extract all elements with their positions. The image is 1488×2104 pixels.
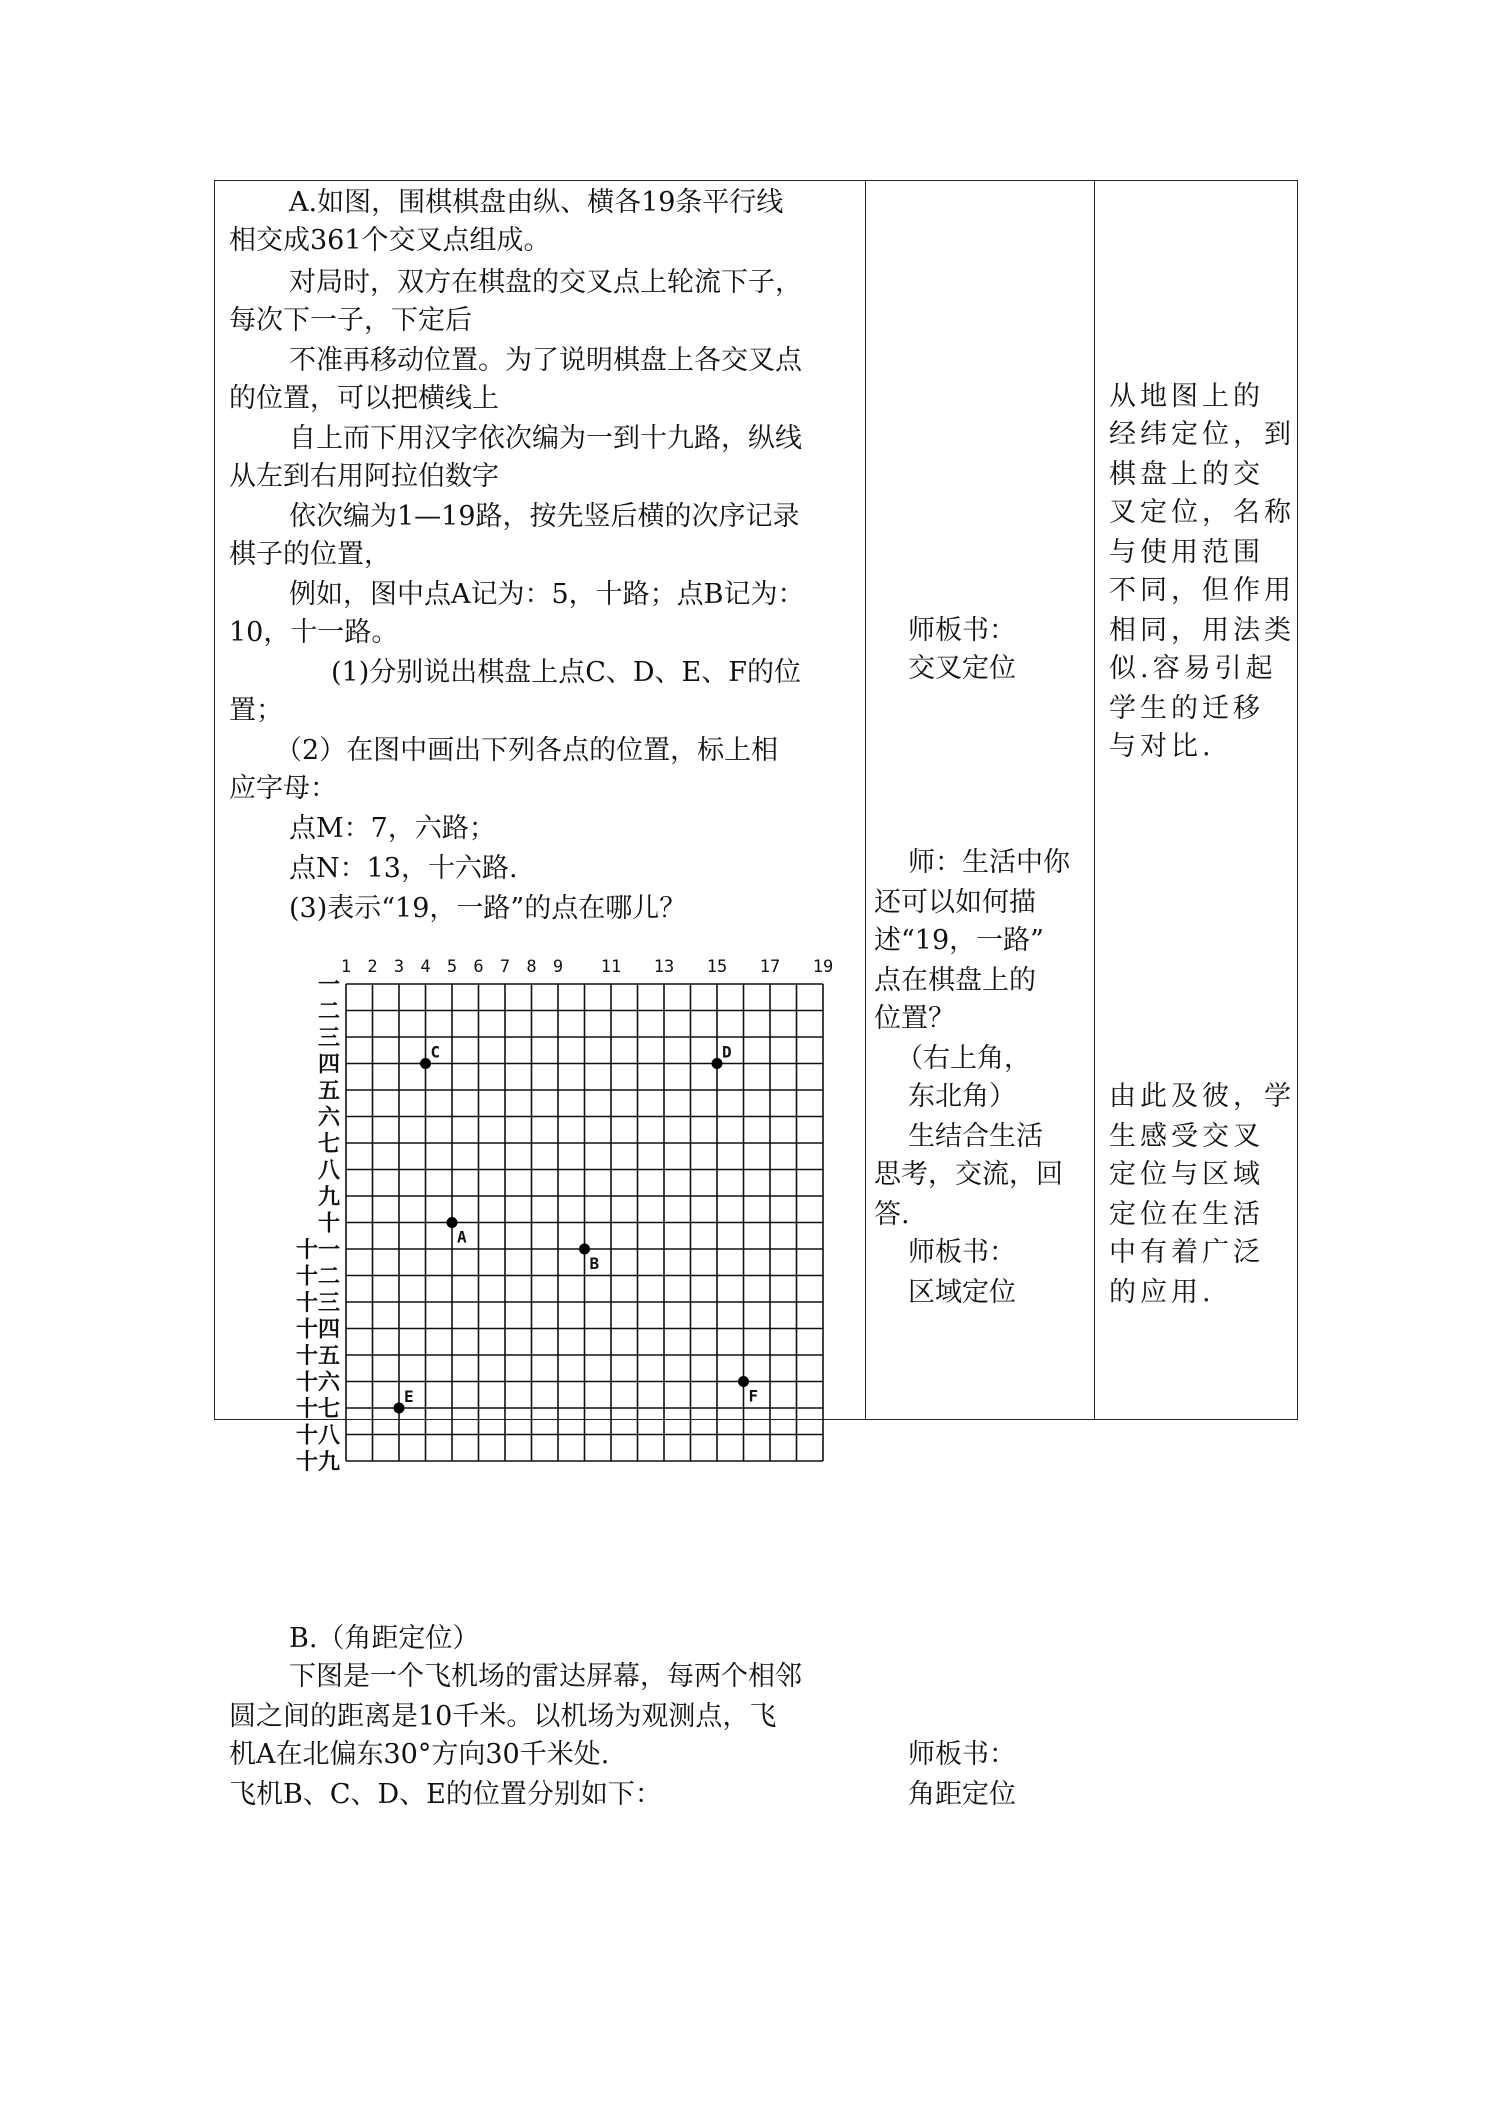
text-line: 不准再移动位置。为了说明棋盘上各交叉点	[289, 345, 802, 376]
row-number-label: 十九	[295, 1449, 340, 1475]
text-line: 答.	[874, 1199, 910, 1230]
text-line: 东北角）	[908, 1081, 1016, 1112]
text-line: 定位与区域	[1109, 1159, 1264, 1190]
column-number-label: 17	[759, 957, 781, 977]
text-line: A.如图，围棋棋盘由纵、横各19条平行线	[289, 187, 784, 218]
text-line: 由此及彼，学	[1109, 1081, 1295, 1112]
row-number-label: 一	[317, 972, 340, 998]
text-line: 应字母：	[229, 773, 337, 804]
text-line: 每次下一子，下定后	[229, 305, 472, 336]
text-line: 述“19，一路”	[874, 925, 1044, 956]
text-line: 相交成361个交叉点组成。	[229, 225, 551, 256]
column-number-label: 3	[393, 957, 405, 977]
text-line: 与使用范围	[1109, 537, 1264, 568]
row-number-label: 二	[317, 998, 340, 1025]
row-number-label: 八	[317, 1157, 340, 1184]
text-line: 例如，图中点A记为：5，十路；点B记为：	[289, 579, 805, 610]
go-board-figure	[290, 950, 850, 1510]
text-line: 生结合生活	[908, 1121, 1043, 1152]
text-line: 角距定位	[908, 1779, 1016, 1810]
activity-column	[866, 181, 1094, 1810]
board-point-c	[420, 1058, 431, 1069]
column-number-label: 5	[446, 957, 458, 977]
text-line: 下图是一个飞机场的雷达屏幕，每两个相邻	[289, 1661, 802, 1692]
board-point-d	[712, 1058, 723, 1069]
board-point-label: A	[457, 1227, 467, 1247]
board-point-label: E	[404, 1387, 414, 1406]
text-line: 与对比.	[1109, 731, 1215, 762]
text-line: 中有着广泛	[1109, 1237, 1264, 1268]
row-number-label: 十四	[295, 1316, 340, 1343]
intent-column	[1095, 181, 1299, 1419]
column-number-label: 2	[367, 957, 378, 977]
board-point-label: F	[748, 1386, 759, 1406]
row-number-label: 十七	[295, 1396, 340, 1422]
row-number-label: 四	[317, 1051, 340, 1078]
row-number-label: 十一	[295, 1237, 340, 1263]
text-line: 点在棋盘上的	[874, 965, 1036, 996]
text-line: 点N：13，十六路.	[289, 853, 518, 884]
row-number-label: 九	[317, 1184, 340, 1210]
text-line: 还可以如何描	[874, 887, 1036, 918]
column-number-label: 9	[552, 957, 564, 977]
text-line: 自上而下用汉字依次编为一到十九路，纵线	[289, 423, 802, 454]
text-line: 思考，交流，回	[874, 1159, 1063, 1190]
text-line: 师：生活中你	[908, 847, 1070, 878]
text-line: 点M：7，六路；	[289, 813, 496, 844]
row-number-label: 十六	[295, 1369, 340, 1396]
text-line: 棋盘上的交	[1109, 459, 1264, 490]
text-line: 从左到右用阿拉伯数字	[229, 461, 499, 492]
board-point-label: B	[589, 1254, 600, 1273]
row-number-label: 十	[317, 1210, 340, 1237]
row-number-label: 十五	[295, 1343, 340, 1369]
text-line: 似.容易引起	[1109, 653, 1277, 684]
board-point-f	[738, 1376, 749, 1387]
row-number-label: 十二	[295, 1263, 340, 1290]
column-number-label: 1	[340, 957, 352, 977]
row-number-label: 十八	[295, 1422, 340, 1449]
text-line: 飞机B、C、D、E的位置分别如下：	[229, 1779, 662, 1810]
text-line: 置；	[229, 695, 283, 726]
text-line: 不同，但作用	[1109, 575, 1295, 606]
text-line: (1)分别说出棋盘上点C、D、E、F的位	[331, 657, 801, 688]
text-line: 生感受交叉	[1109, 1121, 1264, 1152]
text-line: 位置？	[874, 1003, 955, 1034]
board-point-label: D	[722, 1042, 732, 1062]
row-number-label: 六	[317, 1104, 340, 1131]
text-line: 10，十一路。	[229, 617, 399, 648]
text-line: 机A在北偏东30°方向30千米处.	[229, 1739, 610, 1770]
text-line: （右上角，	[896, 1043, 1031, 1074]
text-line: (3)表示“19，一路”的点在哪儿？	[289, 893, 687, 924]
column-number-label: 11	[600, 957, 622, 977]
column-number-label: 4	[420, 957, 431, 977]
board-point-label: C	[430, 1042, 441, 1062]
text-line: 的位置，可以把横线上	[229, 383, 499, 414]
text-line: 师板书：	[908, 1237, 1016, 1268]
text-line: 学生的迁移	[1109, 693, 1264, 724]
text-line: 的应用.	[1109, 1277, 1215, 1308]
text-line: 圆之间的距离是10千米。以机场为观测点，飞	[229, 1701, 777, 1732]
row-number-label: 五	[317, 1078, 340, 1104]
column-number-label: 19	[812, 957, 834, 977]
text-line: 定位在生活	[1109, 1199, 1264, 1230]
text-line: B.（角距定位）	[289, 1623, 480, 1654]
column-number-label: 15	[706, 957, 728, 977]
text-line: 交叉定位	[908, 653, 1016, 684]
text-line: （2）在图中画出下列各点的位置，标上相	[275, 735, 779, 766]
board-point-a	[447, 1217, 458, 1228]
text-line: 从地图上的	[1109, 381, 1264, 412]
row-number-label: 七	[317, 1131, 340, 1157]
column-number-label: 8	[526, 957, 537, 977]
row-number-label: 十三	[295, 1290, 340, 1316]
go-board	[290, 950, 850, 1510]
text-line: 叉定位，名称	[1109, 497, 1295, 528]
text-line: 依次编为1—19路，按先竖后横的次序记录	[289, 501, 800, 532]
text-line: 经纬定位，到	[1109, 419, 1295, 450]
board-point-e	[394, 1403, 405, 1414]
column-number-label: 13	[653, 957, 675, 977]
column-number-label: 6	[473, 957, 484, 977]
board-point-b	[579, 1244, 590, 1255]
text-line: 师板书：	[908, 1739, 1016, 1770]
text-line: 棋子的位置，	[229, 539, 391, 570]
text-line: 相同，用法类	[1109, 615, 1295, 646]
text-line: 对局时，双方在棋盘的交叉点上轮流下子，	[289, 267, 802, 298]
column-number-label: 7	[499, 957, 511, 977]
text-line: 区域定位	[908, 1277, 1016, 1308]
row-number-label: 三	[317, 1025, 340, 1051]
text-line: 师板书：	[908, 615, 1016, 646]
